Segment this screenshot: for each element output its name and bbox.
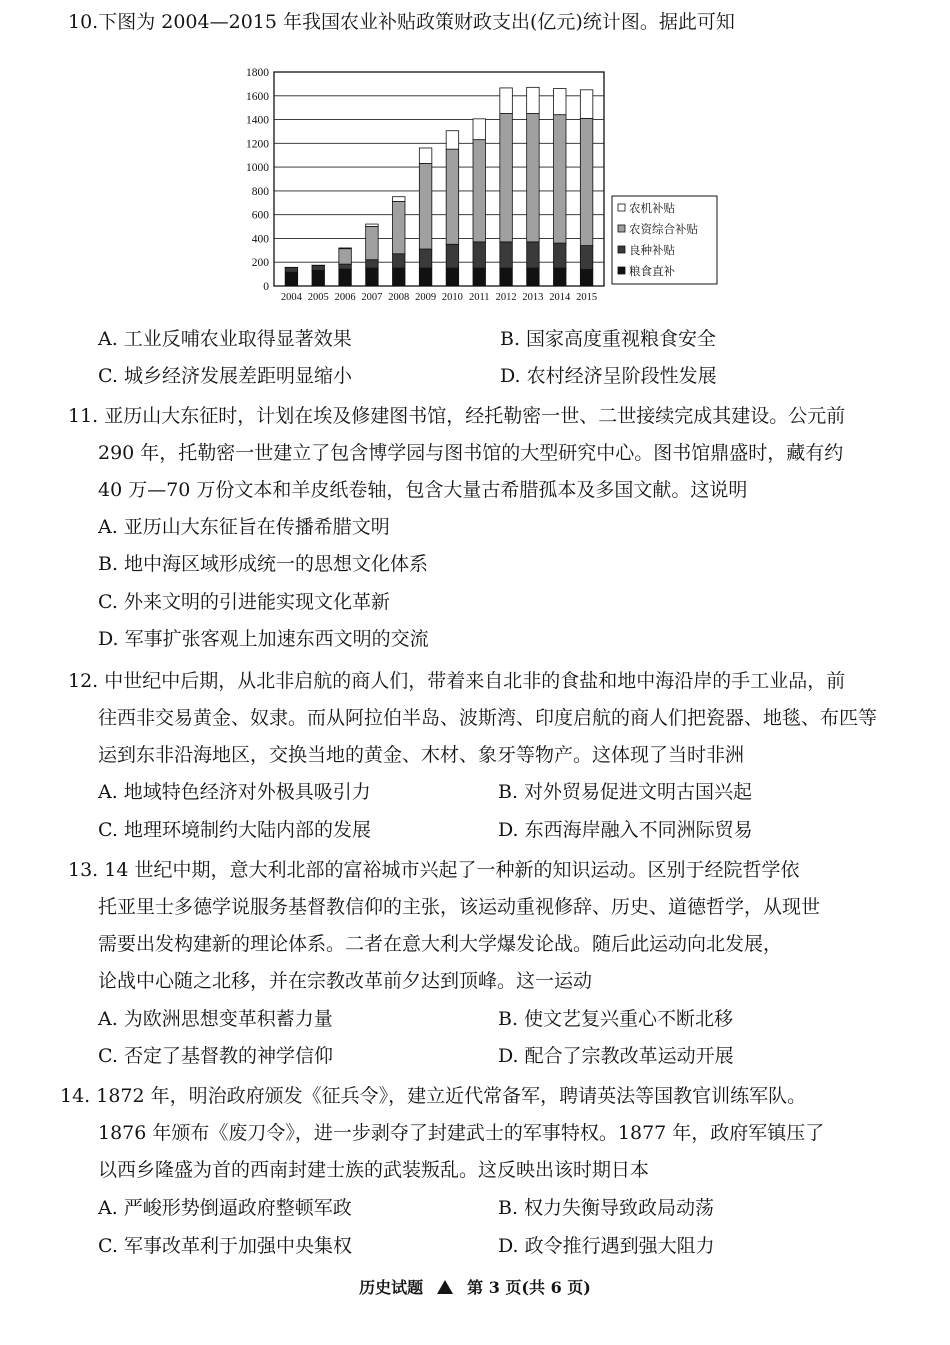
x-tick-label: 2008	[388, 292, 410, 303]
bar-segment	[554, 115, 567, 243]
y-tick-label: 1800	[246, 67, 269, 79]
legend-label: 农机补贴	[629, 201, 675, 215]
q13-option-a[interactable]: A. 为欧洲思想变革积蓄力量	[98, 1008, 333, 1030]
q11-option-b[interactable]: B. 地中海区域形成统一的思想文化体系	[98, 553, 429, 575]
x-tick-label: 2010	[441, 292, 463, 303]
question-14-stem-line1: 14. 1872 年，明治政府颁发《征兵令》，建立近代常备军，聘请英法等国教官训练军队。	[60, 1085, 807, 1107]
x-tick-label: 2004	[280, 292, 302, 303]
bar-segment	[393, 254, 406, 268]
bar-segment	[500, 88, 513, 114]
x-tick-label: 2005	[307, 292, 329, 303]
question-13-stem-line1: 13. 14 世纪中期，意大利北部的富裕城市兴起了一种新的知识运动。区别于经院哲学依	[68, 859, 800, 881]
bar-segment	[554, 89, 567, 115]
question-13-stem-line3: 需要出发构建新的理论体系。二者在意大利大学爆发论战。随后此运动向北发展，	[98, 933, 783, 955]
bar-segment	[419, 163, 432, 249]
question-12-stem-line1: 12. 中世纪中后期，从北非启航的商人们，带着来自北非的食盐和地中海沿岸的手工业品，前	[68, 670, 846, 692]
q12-option-a[interactable]: A. 地域特色经济对外极具吸引力	[98, 781, 371, 803]
q12-option-c[interactable]: C. 地理环境制约大陆内部的发展	[98, 819, 371, 841]
bar-segment	[554, 268, 567, 286]
y-tick-label: 0	[263, 281, 269, 293]
bar-segment	[419, 249, 432, 268]
q10-option-d[interactable]: D. 农村经济呈阶段性发展	[500, 365, 717, 387]
y-tick-label: 200	[251, 257, 269, 270]
footer-subject: 历史试题	[359, 1278, 424, 1297]
bar-segment	[419, 148, 432, 163]
legend-label: 良种补贴	[629, 243, 675, 257]
x-tick-label: 2009	[415, 292, 437, 303]
bar-segment	[473, 242, 486, 268]
bar-segment	[580, 90, 593, 119]
x-tick-label: 2013	[522, 292, 544, 303]
bar-segment	[500, 242, 513, 268]
x-tick-label: 2014	[549, 292, 571, 303]
bar-segment	[446, 244, 459, 268]
bar-segment	[527, 113, 540, 241]
y-tick-label: 1400	[246, 114, 269, 127]
question-12-stem-line2: 往西非交易黄金、奴隶。而从阿拉伯半岛、波斯湾、印度启航的商人们把瓷器、地毯、布匹等	[98, 707, 878, 729]
question-11-stem-line1: 11. 亚历山大东征时，计划在埃及修建图书馆，经托勒密一世、二世接续完成其建设。公元前	[68, 405, 846, 427]
subsidy-bar-chart	[232, 62, 722, 314]
question-11-stem-line2: 290 年，托勒密一世建立了包含博学园与图书馆的大型研究中心。图书馆鼎盛时，藏有约	[98, 442, 844, 464]
bar-segment	[527, 87, 540, 113]
bar-segment	[446, 131, 459, 149]
q13-option-c[interactable]: C. 否定了基督教的神学信仰	[98, 1045, 333, 1067]
y-tick-label: 400	[251, 233, 269, 246]
legend-label: 粮食直补	[629, 264, 675, 278]
question-11-stem-line3: 40 万—70 万份文本和羊皮纸卷轴，包含大量古希腊孤本及多国文献。这说明	[98, 479, 748, 501]
bar-segment	[446, 268, 459, 286]
bar-segment	[554, 243, 567, 268]
bar-segment	[500, 113, 513, 241]
y-tick-label: 1600	[246, 90, 269, 103]
x-tick-label: 2007	[361, 292, 383, 303]
legend-swatch	[618, 225, 625, 232]
bar-segment	[393, 197, 406, 202]
bar-segment	[339, 248, 352, 249]
bar-segment	[527, 268, 540, 286]
question-14-stem-line3: 以西乡隆盛为首的西南封建士族的武装叛乱。这反映出该时期日本	[98, 1159, 650, 1181]
bar-segment	[393, 268, 406, 286]
bar-segment	[473, 268, 486, 286]
q12-option-d[interactable]: D. 东西海岸融入不同洲际贸易	[498, 819, 753, 841]
bar-segment	[285, 267, 298, 272]
question-14-stem-line2: 1876 年颁布《废刀令》，进一步剥夺了封建武士的军事特权。1877 年，政府军镇压了	[98, 1122, 825, 1144]
q12-option-b[interactable]: B. 对外贸易促进文明古国兴起	[498, 781, 753, 803]
bar-segment	[527, 242, 540, 268]
q11-option-c[interactable]: C. 外来文明的引进能实现文化革新	[98, 591, 390, 613]
bar-segment	[500, 268, 513, 286]
q13-option-d[interactable]: D. 配合了宗教改革运动开展	[498, 1045, 734, 1067]
bar-segment	[580, 118, 593, 245]
q14-option-d[interactable]: D. 政令推行遇到强大阻力	[498, 1235, 715, 1257]
legend-label: 农资综合补贴	[629, 222, 698, 236]
q14-option-a[interactable]: A. 严峻形势倒逼政府整顿军政	[98, 1197, 352, 1219]
bar-segment	[366, 260, 379, 268]
x-tick-label: 2015	[576, 292, 598, 303]
bar-segment	[446, 149, 459, 244]
triangle-icon	[437, 1280, 453, 1294]
q10-option-b[interactable]: B. 国家高度重视粮食安全	[500, 328, 717, 350]
y-tick-label: 600	[251, 209, 269, 222]
q10-option-a[interactable]: A. 工业反哺农业取得显著效果	[98, 328, 352, 350]
q10-option-c[interactable]: C. 城乡经济发展差距明显缩小	[98, 365, 352, 387]
q14-option-b[interactable]: B. 权力失衡导致政局动荡	[498, 1197, 715, 1219]
legend-swatch	[618, 267, 625, 274]
legend-swatch	[618, 204, 625, 211]
bar-segment	[473, 119, 486, 140]
y-tick-label: 1200	[246, 138, 269, 151]
x-tick-label: 2006	[334, 292, 356, 303]
bar-segment	[285, 272, 298, 286]
bar-segment	[366, 268, 379, 286]
bar-segment	[580, 269, 593, 286]
q11-option-a[interactable]: A. 亚历山大东征旨在传播希腊文明	[98, 516, 390, 538]
page-footer	[0, 1277, 950, 1299]
y-tick-label: 800	[251, 185, 269, 198]
footer-page-number: 第 3 页(共 6 页)	[467, 1278, 591, 1297]
q13-option-b[interactable]: B. 使文艺复兴重心不断北移	[498, 1008, 734, 1030]
bar-segment	[366, 224, 379, 226]
bar-segment	[366, 226, 379, 259]
bar-segment	[339, 264, 352, 269]
bar-segment	[580, 246, 593, 270]
bar-segment	[393, 201, 406, 253]
y-tick-label: 1000	[246, 162, 269, 175]
question-12-stem-line3: 运到东非沿海地区，交换当地的黄金、木材、象牙等物产。这体现了当时非洲	[98, 744, 745, 766]
bar-segment	[419, 268, 432, 286]
q14-option-c[interactable]: C. 军事改革利于加强中央集权	[98, 1235, 352, 1257]
question-13-stem-line2: 托亚里士多德学说服务基督教信仰的主张，该运动重视修辞、历史、道德哲学，从现世	[98, 896, 821, 918]
bar-segment	[312, 266, 325, 271]
bar-segment	[312, 270, 325, 286]
bar-segment	[339, 269, 352, 286]
bar-segment	[339, 249, 352, 264]
legend-swatch	[618, 246, 625, 253]
question-13-stem-line4: 论战中心随之北移，并在宗教改革前夕达到顶峰。这一运动	[98, 970, 593, 992]
x-tick-label: 2012	[495, 292, 517, 303]
bar-segment	[473, 140, 486, 242]
q11-option-d[interactable]: D. 军事扩张客观上加速东西文明的交流	[98, 628, 429, 650]
question-10-stem: 10.下图为 2004—2015 年我国农业补贴政策财政支出(亿元)统计图。据此可知	[68, 11, 735, 33]
x-tick-label: 2011	[468, 292, 490, 303]
